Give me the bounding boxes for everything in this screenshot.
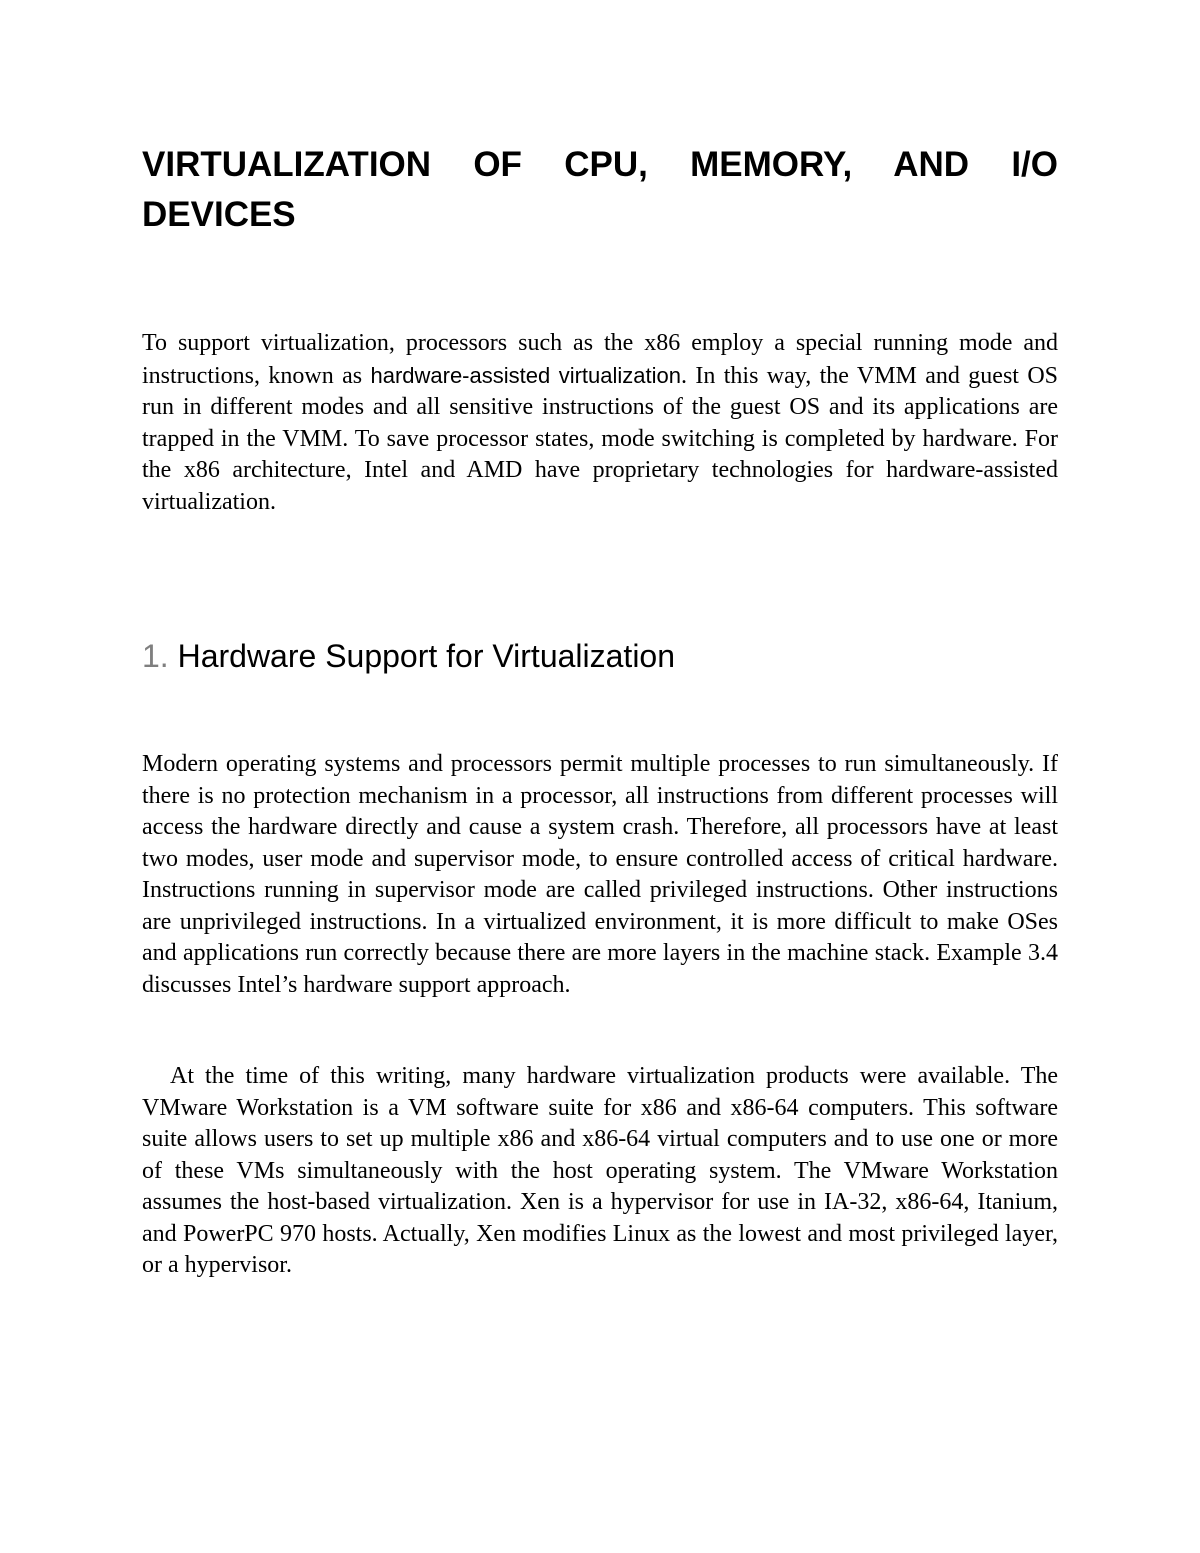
section-number: 1. bbox=[142, 638, 169, 674]
hardware-support-paragraph: Modern operating systems and processors permit multiple processes to run simultaneously. If there is no protection mechanism in a processor, all instructions from different processes will access the hardware directly and cause a system crash. Therefore, all processors have at least two modes, user mode and supervisor mode, to ensure controlled access of critical hardware. Instructions running in supervisor mode are called privileged instructions. Other instructions are unprivileged instructions. In a virtualized environment, it is more difficult to make OSes and applications run correctly because there are more layers in the machine stack. Example 3.4 discusses Intel’s hardware support approach. bbox=[142, 751, 1058, 998]
document-title: VIRTUALIZATION OF CPU, MEMORY, AND I/O DEVICES bbox=[142, 145, 1058, 234]
intro-paragraph bbox=[142, 328, 1058, 518]
intro-text-before: To support virtualization, processors such as the x86 employ a special running mode and instructions, known as bbox=[142, 330, 1058, 389]
virtualization-products-paragraph: At the time of this writing, many hardware virtualization products were available. The VMware Workstation is a VM software suite for x86 and x86-64 computers. This software suite allows users to set up multiple x86 and x86-64 virtual computers and to use one or more of these VMs simultaneously with the host operating system. The VMware Workstation assumes the host-based virtualization. Xen is a hypervisor for use in IA-32, x86-64, Itanium, and PowerPC 970 hosts. Actually, Xen modifies Linux as the lowest and most privileged layer, or a hypervisor. bbox=[142, 1063, 1058, 1278]
intro-highlight-term: hardware-assisted virtualization bbox=[370, 362, 681, 388]
intro-text-after: . In this way, the VMM and guest OS run in different modes and all sensitive instructions of the guest OS and its applications are trapped in the VMM. To save processor states, mode switching is completed by hardware. For the x86 architecture, Intel and AMD have proprietary technologies for hardware-assisted virtualization. bbox=[142, 362, 1059, 515]
document-content bbox=[142, 140, 1058, 1282]
section-title: Hardware Support for Virtualization bbox=[177, 638, 676, 674]
section-heading bbox=[142, 636, 1058, 676]
